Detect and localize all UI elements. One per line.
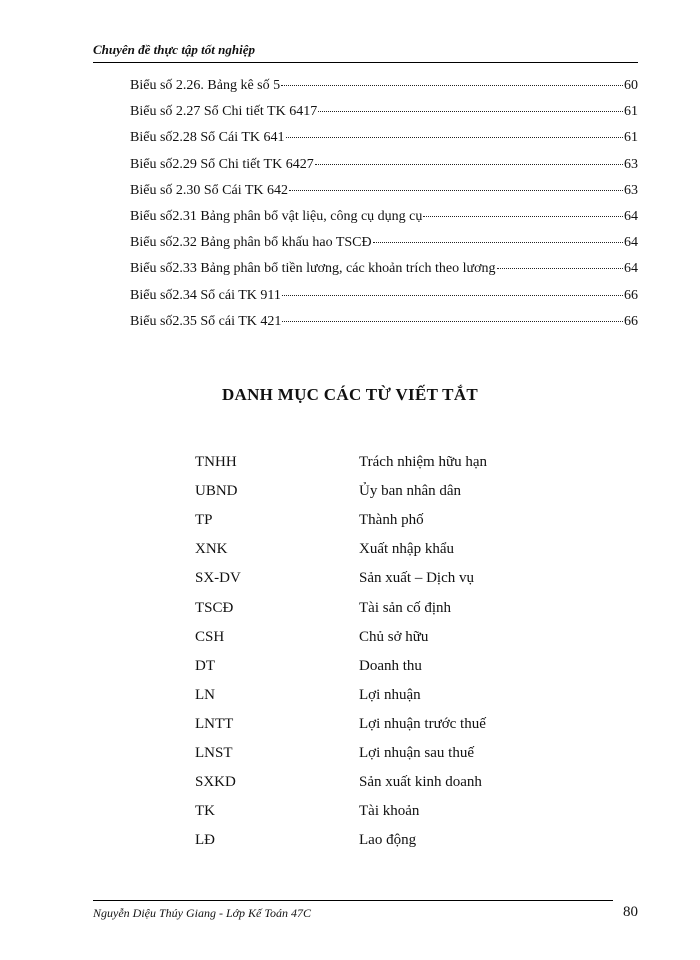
abbreviation-term: LĐ bbox=[195, 832, 215, 849]
abbreviation-row bbox=[195, 448, 575, 477]
toc-entry bbox=[130, 235, 638, 261]
abbreviation-term: TNHH bbox=[195, 454, 237, 471]
toc-dot-leader bbox=[282, 321, 623, 322]
toc-entry bbox=[130, 209, 638, 235]
abbreviation-meaning: Thành phố bbox=[359, 512, 424, 529]
toc-entry-page: 61 bbox=[624, 130, 638, 146]
abbreviation-meaning: Lợi nhuận trước thuế bbox=[359, 715, 486, 732]
page-footer bbox=[93, 904, 638, 924]
toc-entry-page: 64 bbox=[624, 208, 638, 224]
abbreviation-meaning: Lợi nhuận bbox=[359, 686, 421, 703]
abbreviation-term: DT bbox=[195, 657, 215, 674]
page-header: Chuyên đề thực tập tốt nghiệp bbox=[93, 40, 638, 63]
abbreviation-row bbox=[195, 623, 575, 652]
abbreviation-term: SXKD bbox=[195, 774, 236, 791]
abbreviation-row bbox=[195, 739, 575, 768]
toc-entry-label: Biểu số2.29 Sổ Chi tiết TK 6427 bbox=[130, 156, 314, 172]
toc-entry-label: Biểu số2.32 Bảng phân bổ khấu hao TSCĐ bbox=[130, 235, 372, 251]
toc-entry bbox=[130, 261, 638, 287]
toc-dot-leader bbox=[286, 137, 623, 138]
section-title: DANH MỤC CÁC TỪ VIẾT TẮT bbox=[221, 385, 479, 404]
toc-entry bbox=[130, 157, 638, 183]
page-number: 80 bbox=[623, 904, 638, 920]
abbreviation-row bbox=[195, 710, 575, 739]
abbreviation-meaning: Chủ sở hữu bbox=[359, 628, 429, 645]
toc-entry-page: 64 bbox=[624, 261, 638, 277]
toc-entry bbox=[130, 130, 638, 156]
abbreviation-row bbox=[195, 652, 575, 681]
toc-dot-leader bbox=[373, 242, 623, 243]
abbreviation-term: TP bbox=[195, 512, 213, 529]
abbreviation-meaning: Sản xuất kinh doanh bbox=[359, 774, 482, 791]
abbreviation-meaning: Ủy ban nhân dân bbox=[359, 483, 462, 500]
abbreviation-row bbox=[195, 506, 575, 535]
abbreviation-term: LN bbox=[195, 686, 215, 703]
abbreviation-meaning: Xuất nhập khẩu bbox=[359, 541, 454, 558]
abbreviation-row bbox=[195, 477, 575, 506]
abbreviation-term: LNST bbox=[195, 744, 233, 761]
toc-dot-leader bbox=[423, 216, 623, 217]
abbreviation-meaning: Doanh thu bbox=[359, 657, 422, 674]
abbreviation-term: CSH bbox=[195, 628, 225, 645]
toc-entry-label: Biểu số 2.26. Bảng kê số 5 bbox=[130, 78, 281, 93]
abbreviation-term: UBND bbox=[195, 483, 238, 500]
abbreviation-meaning: Sản xuất – Dịch vụ bbox=[359, 570, 474, 587]
toc-dot-leader bbox=[318, 111, 623, 112]
toc-entry-page: 60 bbox=[624, 78, 638, 93]
toc-entry-label: Biểu số 2.30 Sổ Cái TK 642 bbox=[130, 182, 289, 198]
abbreviation-meaning: Tài khoản bbox=[359, 803, 420, 820]
toc-entry bbox=[130, 314, 638, 340]
abbreviation-term: TK bbox=[195, 803, 215, 820]
toc-entry-label: Biểu số2.28 Sổ Cái TK 641 bbox=[130, 130, 285, 146]
table-of-figures bbox=[130, 78, 638, 340]
footer-divider bbox=[93, 900, 613, 901]
abbreviation-row bbox=[195, 768, 575, 797]
abbreviation-term: TSCĐ bbox=[195, 599, 234, 616]
abbreviation-row bbox=[195, 681, 575, 710]
abbreviation-list bbox=[195, 448, 575, 855]
abbreviation-term: XNK bbox=[195, 541, 228, 558]
abbreviation-meaning: Lợi nhuận sau thuế bbox=[359, 744, 474, 761]
toc-entry-page: 66 bbox=[624, 287, 638, 303]
abbreviation-row bbox=[195, 535, 575, 564]
abbreviation-term: LNTT bbox=[195, 715, 234, 732]
toc-entry-page: 61 bbox=[624, 104, 638, 120]
toc-dot-leader bbox=[315, 164, 623, 165]
toc-entry bbox=[130, 104, 638, 130]
toc-dot-leader bbox=[281, 85, 623, 86]
toc-entry-page: 66 bbox=[624, 313, 638, 329]
abbreviation-meaning: Lao động bbox=[359, 832, 417, 849]
toc-entry-label: Biểu số2.35 Sổ cái TK 421 bbox=[130, 313, 282, 329]
toc-entry-label: Biểu số2.33 Bảng phân bổ tiền lương, các khoản trích theo lương bbox=[130, 261, 496, 277]
toc-entry-page: 64 bbox=[624, 235, 638, 251]
toc-entry-label: Biểu số2.31 Bảng phân bổ vật liệu, công cụ dụng cụ bbox=[130, 208, 423, 224]
toc-dot-leader bbox=[282, 295, 623, 296]
toc-dot-leader bbox=[289, 190, 623, 191]
abbreviation-meaning: Tài sản cố định bbox=[359, 599, 452, 616]
toc-entry bbox=[130, 183, 638, 209]
abbreviation-term: SX-DV bbox=[195, 570, 241, 587]
abbreviation-row bbox=[195, 564, 575, 593]
toc-entry-label: Biểu số 2.27 Sổ Chi tiết TK 6417 bbox=[130, 104, 318, 120]
toc-entry-page: 63 bbox=[624, 182, 638, 198]
footer-author: Nguyễn Diệu Thúy Giang - Lớp Kế Toán 47C bbox=[93, 906, 311, 920]
toc-entry-page: 63 bbox=[624, 156, 638, 172]
toc-entry-label: Biểu số2.34 Sổ cái TK 911 bbox=[130, 287, 281, 303]
abbreviation-row bbox=[195, 826, 575, 855]
abbreviation-row bbox=[195, 593, 575, 622]
toc-entry bbox=[130, 288, 638, 314]
toc-entry bbox=[130, 78, 638, 104]
abbreviation-meaning: Trách nhiệm hữu hạn bbox=[359, 454, 487, 471]
toc-dot-leader bbox=[497, 268, 623, 269]
abbreviation-row bbox=[195, 797, 575, 826]
